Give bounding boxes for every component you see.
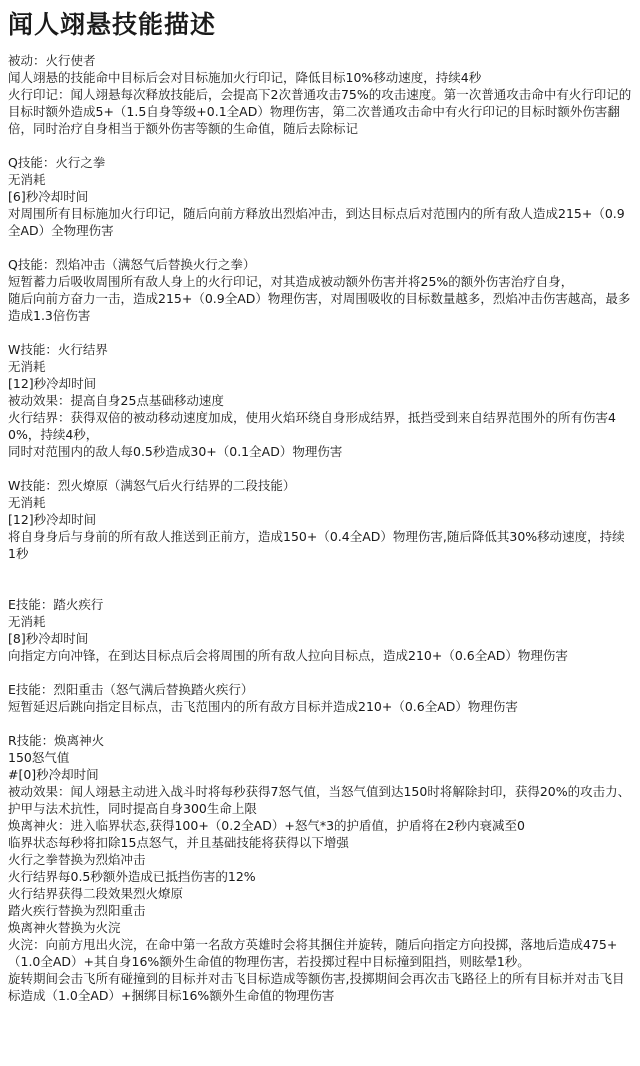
- e2-heading: E技能：烈阳重击（怒气满后替换踏火疾行）: [8, 682, 254, 697]
- spacer: [8, 239, 632, 256]
- e1-heading: E技能：踏火疾行: [8, 597, 104, 612]
- spacer: [8, 562, 632, 596]
- e1-section: [8, 596, 632, 664]
- e1-description: 向指定方向冲锋，在到达目标点后会将周围的所有敌人拉向目标点，造成210+（0.6全AD）物理伤害: [8, 648, 568, 663]
- q1-cooldown: [6]秒冷却时间: [8, 189, 89, 204]
- r-active: 焕离神火：进入临界状态,获得100+（0.2全AD）+怒气*3的护盾值，护盾将在2秒内衰减至0: [8, 818, 525, 833]
- w1-cost: 无消耗: [8, 359, 46, 374]
- spacer: [8, 460, 632, 477]
- r-cost: 150怒气值: [8, 750, 70, 765]
- passive-text: 闻人翊悬的技能命中目标后会对目标施加火行印记，降低目标10%移动速度，持续4秒: [8, 70, 482, 85]
- r-enhance-w-damage: 火行结界每0.5秒额外造成已抵挡伤害的12%: [8, 869, 256, 884]
- w2-description: 将自身身后与身前的所有敌人推送到正前方，造成150+（0.4全AD）物理伤害,随后降低其30%移动速度，持续1秒: [8, 529, 625, 561]
- w1-heading: W技能：火行结界: [8, 342, 108, 357]
- q2-heading: Q技能：烈焰冲击（满怒气后替换火行之拳）: [8, 257, 256, 272]
- w1-passive: 被动效果：提高自身25点基础移动速度: [8, 393, 224, 408]
- page-title: 闻人翊悬技能描述: [8, 10, 217, 39]
- q1-cost: 无消耗: [8, 172, 46, 187]
- q2-section: [8, 256, 632, 324]
- passive-section: [8, 52, 632, 137]
- spacer: [8, 715, 632, 732]
- r-huohuan: 火浣：向前方甩出火浣，在命中第一名敌方英雄时会将其捆住并旋转，随后向指定方向投掷，落地后造成475+（1.0全AD）+其自身16%额外生命值的物理伤害，若投掷过程中目标撞到阻挡，则眩晕1秒。: [8, 937, 618, 969]
- r-enhance-e: 踏火疾行替换为烈阳重击: [8, 903, 146, 918]
- r-enhance-w-second: 火行结界获得二段效果烈火燎原: [8, 886, 184, 901]
- q1-heading: Q技能：火行之拳: [8, 155, 106, 170]
- q1-section: [8, 154, 632, 239]
- e1-cooldown: [8]秒冷却时间: [8, 631, 89, 646]
- passive-heading: 被动：火行使者: [8, 53, 96, 68]
- w1-damage: 同时对范围内的敌人每0.5秒造成30+（0.1全AD）物理伤害: [8, 444, 343, 459]
- w2-section: [8, 477, 632, 562]
- e1-cost: 无消耗: [8, 614, 46, 629]
- r-section: [8, 732, 632, 1004]
- r-enhance-r: 焕离神火替换为火浣: [8, 920, 121, 935]
- q1-description: 对周围所有目标施加火行印记，随后向前方释放出烈焰冲击，到达目标点后对范围内的所有敌人造成215+（0.9全AD）全物理伤害: [8, 206, 625, 238]
- r-critical-state: 临界状态每秒将扣除15点怒气，并且基础技能将获得以下增强: [8, 835, 349, 850]
- q2-description-2: 随后向前方奋力一击，造成215+（0.9全AD）物理伤害，对周围吸收的目标数量越多，烈焰冲击伤害越高，最多造成1.3倍伤害: [8, 291, 631, 323]
- w2-cost: 无消耗: [8, 495, 46, 510]
- w1-cooldown: [12]秒冷却时间: [8, 376, 97, 391]
- r-heading: R技能：焕离神火: [8, 733, 105, 748]
- spacer: [8, 664, 632, 681]
- r-passive: 被动效果：闻人翊悬主动进入战斗时将每秒获得7怒气值，当怒气值到达150时将解除封印，获得20%的攻击力、护甲与法术抗性，同时提高自身300生命上限: [8, 784, 631, 816]
- spacer: [8, 137, 632, 154]
- passive-mark-text: 火行印记：闻人翊悬每次释放技能后，会提高下2次普通攻击75%的攻击速度。第一次普通攻击命中有火行印记的目标时额外造成5+（1.5自身等级+0.1全AD）物理伤害，第二次普通攻击命中有火行印记的目标时额外伤害翻倍，同时治疗自身相当于额外伤害等额的生命值，随后去除标记: [8, 87, 632, 136]
- w1-section: [8, 341, 632, 460]
- r-cooldown: #[0]秒冷却时间: [8, 767, 99, 782]
- w2-heading: W技能：烈火燎原（满怒气后火行结界的二段技能）: [8, 478, 296, 493]
- spacer: [8, 324, 632, 341]
- r-enhance-q: 火行之拳替换为烈焰冲击: [8, 852, 146, 867]
- r-huohuan-spin: 旋转期间会击飞所有碰撞到的目标并对击飞目标造成等额伤害,投掷期间会再次击飞路径上的所有目标并对击飞目标造成（1.0全AD）+捆绑目标16%额外生命值的物理伤害: [8, 971, 625, 1003]
- e2-section: [8, 681, 632, 715]
- w2-cooldown: [12]秒冷却时间: [8, 512, 97, 527]
- e2-description: 短暂延迟后跳向指定目标点，击飞范围内的所有敌方目标并造成210+（0.6全AD）物理伤害: [8, 699, 518, 714]
- q2-description-1: 短暂蓄力后吸收周围所有敌人身上的火行印记，对其造成被动额外伤害并将25%的额外伤害治疗自身，: [8, 274, 574, 289]
- w1-barrier: 火行结界：获得双倍的被动移动速度加成，使用火焰环绕自身形成结界，抵挡受到来自结界范围外的所有伤害40%，持续4秒，: [8, 410, 616, 442]
